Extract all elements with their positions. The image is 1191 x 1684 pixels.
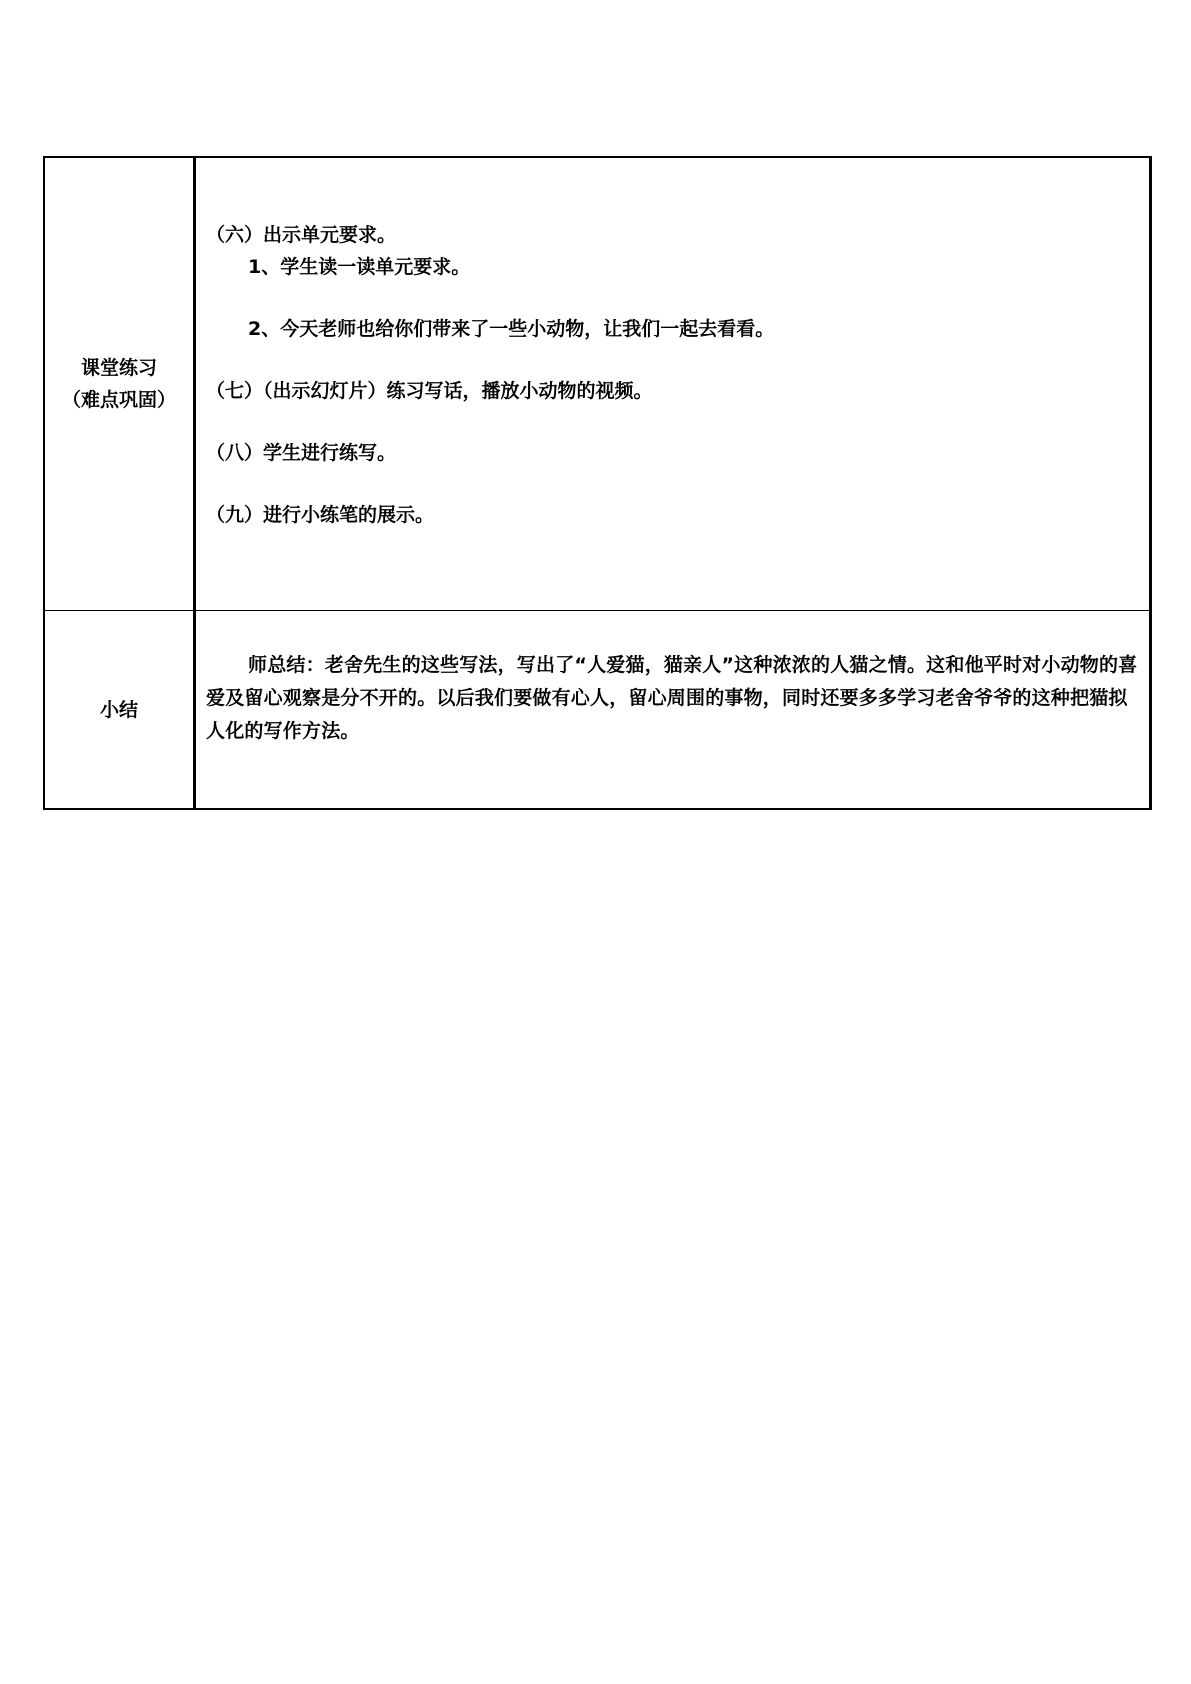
practice-item-8: （八）学生进行练写。 xyxy=(206,442,397,464)
table-row-summary xyxy=(44,611,1151,810)
practice-item-6: （六）出示单元要求。 xyxy=(206,224,397,246)
summary-label: 小结 xyxy=(99,698,138,721)
table-row-practice xyxy=(44,157,1151,611)
practice-content xyxy=(196,158,1149,610)
practice-item-6-2: 2、今天老师也给你们带来了一些小动物，让我们一起去看看。 xyxy=(248,318,775,340)
practice-content-cell xyxy=(195,157,1151,611)
summary-content xyxy=(196,611,1149,808)
practice-label-line2: （难点巩固） xyxy=(61,389,176,411)
summary-content-cell xyxy=(195,611,1151,810)
practice-label-cell xyxy=(44,157,195,611)
practice-item-9: （九）进行小练笔的展示。 xyxy=(206,504,435,526)
practice-label-line1: 课堂练习 xyxy=(80,357,157,379)
lesson-plan-table xyxy=(43,156,1152,810)
summary-text: 师总结：老舍先生的这些写法，写出了“人爱猫，猫亲人”这种浓浓的人猫之情。这和他平时对小动物的喜爱及留心观察是分不开的。以后我们要做有心人，留心周围的事物，同时还要多多学习老舍爷爷的这种把猫拟人化的写作方法。 xyxy=(206,654,1138,742)
practice-item-7: （七）（出示幻灯片）练习写话，播放小动物的视频。 xyxy=(206,380,653,402)
summary-label-cell xyxy=(44,611,195,810)
practice-item-6-1: 1、学生读一读单元要求。 xyxy=(248,256,471,278)
